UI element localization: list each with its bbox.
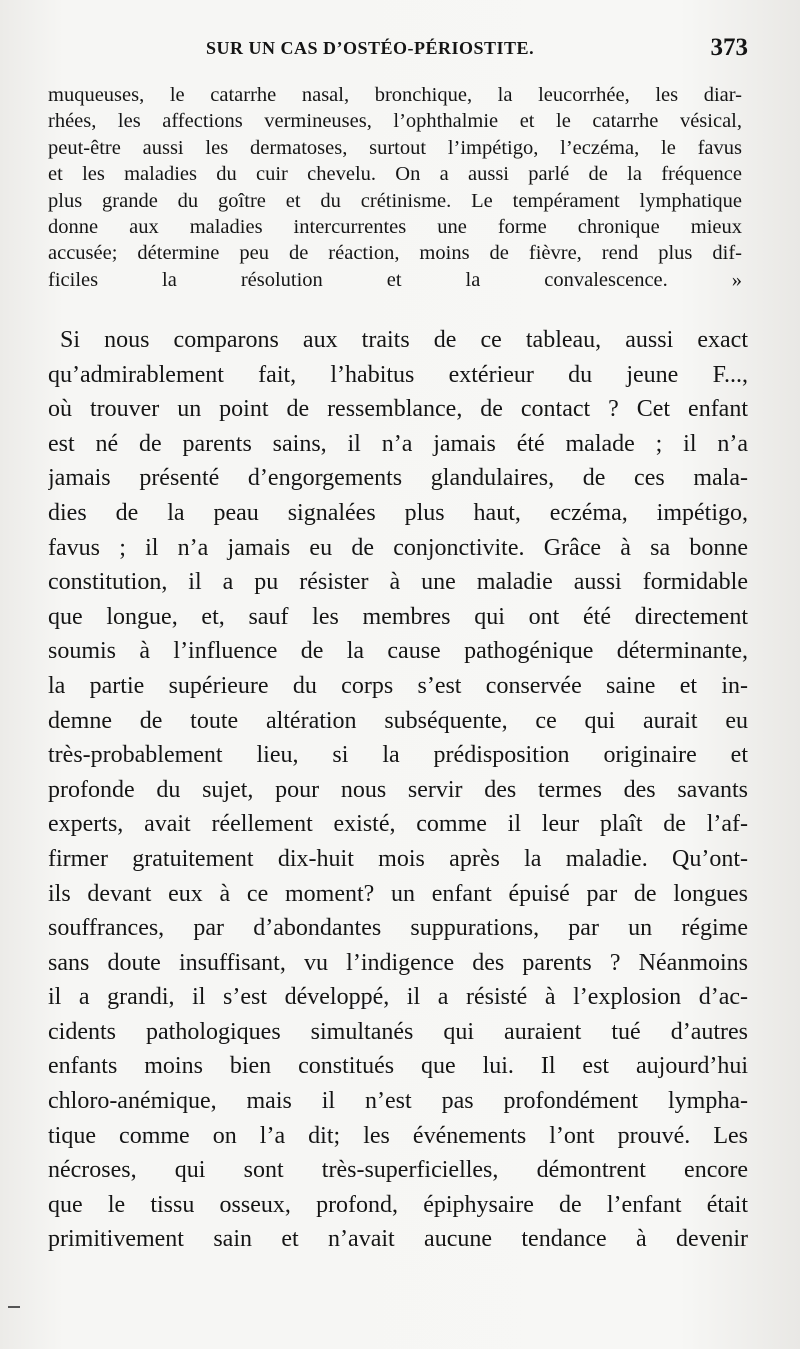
text-line: très-probablement lieu, si la prédisposition originaire et [48, 742, 748, 769]
text-line: accusée; détermine peu de réaction, moins de fièvre, rend plus dif- [48, 242, 742, 265]
quoted-paragraph [48, 82, 742, 293]
text-line: souffrances, par d’abondantes suppurations, par un régime [48, 915, 748, 942]
text-line: qu’admirablement fait, l’habitus extérieur du jeune F..., [48, 361, 748, 388]
text-line: sans doute insuffisant, vu l’indigence des parents ? Néanmoins [48, 949, 748, 976]
margin-mark [8, 1306, 20, 1308]
text-line: tique comme on l’a dit; les événements l’ont prouvé. Les [48, 1122, 748, 1149]
main-paragraph [48, 323, 748, 1257]
text-line: soumis à l’influence de la cause pathogénique déterminante, [48, 638, 748, 665]
text-line: demne de toute altération subséquente, ce qui aurait eu [48, 707, 748, 734]
text-line: est né de parents sains, il n’a jamais été malade ; il n’a [48, 430, 748, 457]
text-line: primitivement sain et n’avait aucune tendance à devenir [48, 1226, 748, 1253]
text-line: profonde du sujet, pour nous servir des termes des savants [48, 776, 748, 803]
text-line: nécroses, qui sont très-superficielles, démontrent encore [48, 1157, 748, 1184]
text-line: favus ; il n’a jamais eu de conjonctivite. Grâce à sa bonne [48, 534, 748, 561]
text-line: dies de la peau signalées plus haut, eczéma, impétigo, [48, 499, 748, 526]
text-line: où trouver un point de ressemblance, de contact ? Cet enfant [48, 396, 748, 423]
text-line: ficiles la résolution et la convalescence. » [48, 268, 742, 291]
text-line: experts, avait réellement existé, comme il leur plaît de l’af- [48, 811, 748, 838]
text-line: et les maladies du cuir chevelu. On a aussi parlé de la fréquence [48, 163, 742, 186]
text-line: que longue, et, sauf les membres qui ont été directement [48, 603, 748, 630]
text-line: constitution, il a pu résister à une maladie aussi formidable [48, 569, 748, 596]
running-title: SUR UN CAS D’OSTÉO-PÉRIOSTITE. [206, 38, 535, 58]
text-line: firmer gratuitement dix-huit mois après la maladie. Qu’ont- [48, 845, 748, 872]
page-header [48, 36, 748, 66]
text-line: plus grande du goître et du crétinisme. Le tempérament lymphatique [48, 189, 742, 212]
text-line: la partie supérieure du corps s’est conservée saine et in- [48, 672, 748, 699]
text-line: cidents pathologiques simultanés qui auraient tué d’autres [48, 1018, 748, 1045]
text-line: Si nous comparons aux traits de ce tableau, aussi exact [60, 327, 748, 353]
text-line: que le tissu osseux, profond, épiphysaire de l’enfant était [48, 1191, 748, 1218]
text-line: il a grandi, il s’est développé, il a résisté à l’explosion d’ac- [48, 984, 748, 1011]
text-line: peut-être aussi les dermatoses, surtout l’impétigo, l’eczéma, le favus [48, 136, 742, 159]
page-number: 373 [710, 34, 748, 61]
text-line: muqueuses, le catarrhe nasal, bronchique, la leucorrhée, les diar- [48, 84, 742, 106]
text-line: ils devant eux à ce moment? un enfant épuisé par de longues [48, 880, 748, 907]
text-line: chloro-anémique, mais il n’est pas profondément lympha- [48, 1088, 748, 1115]
text-line: rhées, les affections vermineuses, l’ophthalmie et le catarrhe vésical, [48, 110, 742, 133]
text-line: donne aux maladies intercurrentes une forme chronique mieux [48, 216, 742, 239]
text-line: jamais présenté d’engorgements glandulaires, de ces mala- [48, 465, 748, 492]
text-line: enfants moins bien constitués que lui. Il est aujourd’hui [48, 1053, 748, 1080]
